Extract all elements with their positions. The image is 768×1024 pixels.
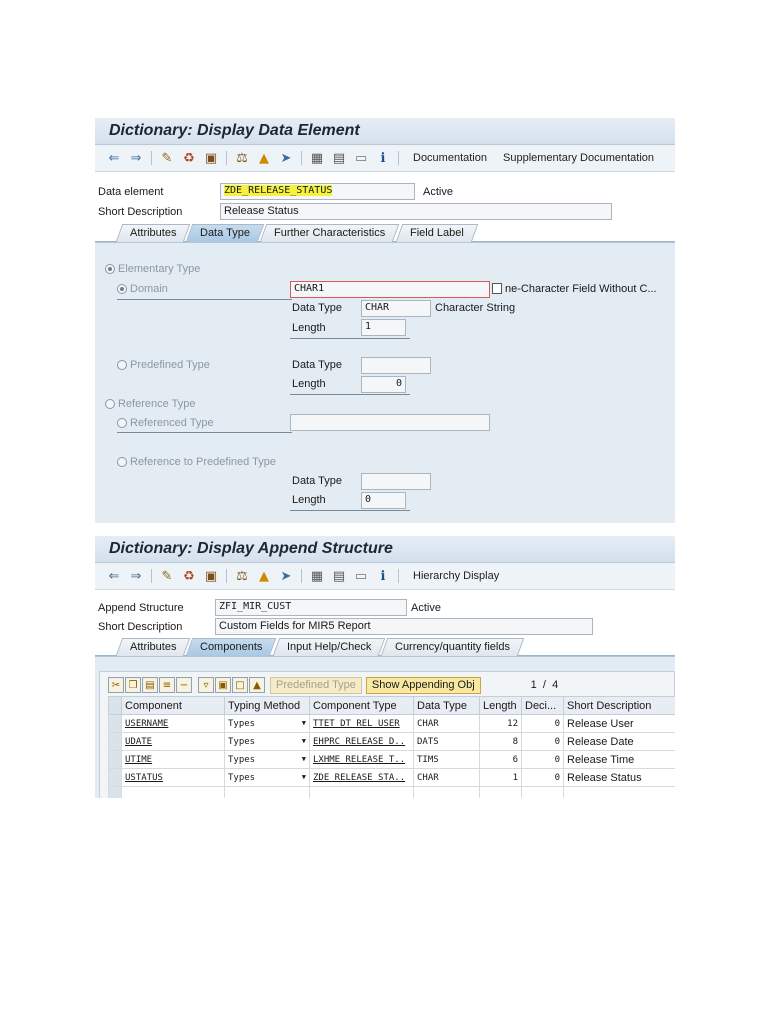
column-header-typing-method[interactable]: Typing Method (225, 697, 310, 715)
display-object-list-icon[interactable]: ▤ (332, 150, 346, 166)
toolbar-separator (301, 151, 302, 165)
tab-strip (95, 224, 675, 242)
where-used-icon[interactable]: ▲ (259, 568, 269, 584)
data-element-panel (95, 118, 675, 523)
decimals-cell: 0 (522, 715, 564, 733)
radio-label: Reference Type (118, 398, 196, 410)
tab-label: Components (200, 641, 263, 653)
component-type-cell[interactable] (310, 733, 414, 751)
check-icon[interactable]: ▣ (204, 568, 218, 584)
radio-dot (117, 418, 127, 428)
toolbar-separator (226, 569, 227, 583)
row-selector[interactable] (109, 733, 122, 751)
where-used-icon[interactable]: ▲ (259, 150, 269, 166)
append-structure-panel (95, 536, 675, 798)
radio-dot (105, 264, 115, 274)
data-element-row (95, 183, 675, 201)
component-type-value: ZDE_RELEASE_STA.. (313, 772, 406, 783)
page-indicator: 1 / 4 (530, 679, 559, 691)
component-name: UDATE (125, 736, 153, 747)
activate-icon[interactable]: ⚖ (236, 568, 248, 584)
column-header-short-description[interactable]: Short Description (564, 697, 676, 715)
deselect-icon[interactable]: □ (232, 677, 248, 693)
data-type-cell: DATS (414, 733, 480, 751)
select-all-icon[interactable]: ▣ (215, 677, 231, 693)
length-cell: 6 (480, 751, 522, 769)
predefined-underline (290, 394, 410, 395)
component-type-value: EHPRC_RELEASE_D.. (313, 736, 406, 747)
toolbar-separator (151, 151, 152, 165)
forward-arrow-icon[interactable]: ⇒ (130, 150, 142, 166)
copy-icon[interactable] (492, 283, 502, 294)
decimals-cell: 0 (522, 769, 564, 787)
filter-icon[interactable]: ▿ (198, 677, 214, 693)
decimals-cell: 0 (522, 751, 564, 769)
navigate-icon[interactable]: ➤ (280, 568, 292, 584)
tab-label: Field Label (409, 227, 464, 239)
column-header-component[interactable]: Component (122, 697, 225, 715)
component-name: USERNAME (125, 718, 169, 729)
component-cell[interactable] (122, 751, 225, 769)
tab-currency-quantity[interactable] (381, 638, 525, 656)
data-type-cell: CHAR (414, 715, 480, 733)
row-selector-header (109, 697, 122, 715)
components-table (108, 696, 675, 798)
data-element-label: Data element (98, 186, 164, 198)
referenced-underline (117, 432, 292, 433)
component-type-value: LXHME_RELEASE_T.. (313, 754, 406, 765)
short-description-row (95, 618, 675, 636)
radio-dot (117, 360, 127, 370)
activate-icon[interactable]: ⚖ (236, 150, 248, 166)
radio-dot (105, 399, 115, 409)
status-text: Active (423, 186, 453, 198)
toolbar-separator (398, 569, 399, 583)
back-arrow-icon[interactable]: ⇐ (108, 568, 120, 584)
navigate-icon[interactable]: ➤ (280, 150, 292, 166)
append-structure-label: Append Structure (98, 602, 184, 614)
tab-label: Currency/quantity fields (395, 641, 511, 653)
column-header-decimals[interactable]: Deci... (522, 697, 564, 715)
predefined-type-radio[interactable] (117, 359, 210, 371)
tab-label: Attributes (130, 641, 177, 653)
short-description-cell: Release Time (564, 751, 676, 769)
reference-type-radio[interactable] (105, 398, 195, 410)
typing-method-cell[interactable] (225, 769, 310, 787)
ref-predefined-underline (290, 510, 410, 511)
supplementary-documentation-button[interactable]: Supplementary Documentation (503, 152, 655, 164)
grid-frame (99, 671, 675, 798)
info-icon[interactable]: ℹ (380, 568, 386, 584)
typing-method-cell[interactable] (225, 715, 310, 733)
predefined-type-button[interactable]: Predefined Type (270, 677, 362, 694)
predefined-data-type-field[interactable] (361, 357, 431, 374)
tab-label: Data Type (200, 227, 251, 239)
append-structure-field[interactable]: ZFI_MIR_CUST (215, 599, 407, 616)
forward-arrow-icon[interactable]: ⇒ (130, 568, 142, 584)
predefined-length-label: Length (292, 378, 326, 390)
ref-length-field[interactable]: 0 (361, 492, 406, 509)
length-cell: 1 (480, 769, 522, 787)
table-row[interactable] (109, 751, 676, 769)
typing-method-value: Types (228, 718, 256, 729)
copy-icon[interactable]: ❐ (125, 677, 141, 693)
tab-input-help-check[interactable] (273, 638, 386, 656)
components-tab-body (95, 656, 675, 798)
row-selector[interactable] (109, 769, 122, 787)
window-icon[interactable]: ▭ (354, 568, 368, 584)
row-selector[interactable] (109, 715, 122, 733)
ref-length-label: Length (292, 494, 326, 506)
column-header-length[interactable]: Length (480, 697, 522, 715)
typing-method-cell[interactable] (225, 751, 310, 769)
column-header-data-type[interactable]: Data Type (414, 697, 480, 715)
domain-radio[interactable] (117, 283, 168, 295)
display-change-icon[interactable]: ✎ (161, 150, 173, 166)
predefined-data-type-label: Data Type (292, 359, 342, 371)
dropdown-arrow-icon[interactable]: ▼ (301, 772, 306, 781)
short-description-label: Short Description (98, 621, 183, 633)
table-row-empty[interactable] (109, 787, 676, 799)
length-cell: 8 (480, 733, 522, 751)
delete-row-icon[interactable]: − (176, 677, 192, 693)
tab-strip (95, 638, 675, 656)
component-cell[interactable] (122, 769, 225, 787)
column-header-component-type[interactable]: Component Type (310, 697, 414, 715)
component-type-cell[interactable] (310, 769, 414, 787)
append-structure-row (95, 599, 675, 617)
toolbar-separator (226, 151, 227, 165)
table-row[interactable] (109, 715, 676, 733)
component-cell[interactable] (122, 733, 225, 751)
radio-label: Reference to Predefined Type (130, 456, 276, 468)
tab-label: Attributes (130, 227, 177, 239)
tab-components[interactable] (186, 638, 277, 656)
dropdown-arrow-icon[interactable]: ▼ (301, 736, 306, 745)
data-element-value: ZDE_RELEASE_STATUS (224, 185, 333, 196)
domain-underline (117, 299, 292, 300)
hierarchy-icon[interactable]: ▦ (310, 150, 324, 166)
tab-attributes[interactable] (116, 638, 191, 656)
row-selector[interactable] (109, 751, 122, 769)
short-description-field[interactable]: Release Status (220, 203, 612, 220)
radio-label: Elementary Type (118, 263, 201, 275)
sort-icon[interactable]: ▲ (249, 677, 265, 693)
short-description-field[interactable]: Custom Fields for MIR5 Report (215, 618, 593, 635)
table-header-row (109, 697, 676, 715)
length-label: Length (292, 322, 326, 334)
radio-label: Domain (130, 283, 168, 295)
ref-data-type-field[interactable] (361, 473, 431, 490)
radio-dot (117, 457, 127, 467)
row-selector[interactable] (109, 787, 122, 799)
typing-method-value: Types (228, 736, 256, 747)
back-arrow-icon[interactable]: ⇐ (108, 150, 120, 166)
page-title: Dictionary: Display Data Element (95, 118, 675, 145)
display-object-list-icon[interactable]: ▤ (332, 568, 346, 584)
info-icon[interactable]: ℹ (380, 150, 386, 166)
radio-label: Referenced Type (130, 417, 214, 429)
tab-label: Further Characteristics (274, 227, 386, 239)
domain-field[interactable]: CHAR1 (290, 281, 490, 298)
tab-label: Input Help/Check (286, 641, 372, 653)
window-icon[interactable]: ▭ (354, 150, 368, 166)
empty-cell[interactable] (480, 787, 522, 799)
typing-method-value: Types (228, 754, 256, 765)
data-type-label: Data Type (292, 302, 342, 314)
show-appending-object-button[interactable]: Show Appending Obj (366, 677, 481, 694)
referenced-type-field[interactable] (290, 414, 490, 431)
toolbar-separator (301, 569, 302, 583)
documentation-button[interactable]: Documentation (413, 152, 487, 164)
data-element-field[interactable] (220, 183, 415, 200)
toolbar-separator (151, 569, 152, 583)
data-type-description: Character String (435, 302, 516, 314)
short-description-cell: Release Date (564, 733, 676, 751)
decimals-cell: 0 (522, 733, 564, 751)
ref-data-type-label: Data Type (292, 475, 342, 487)
table-row[interactable] (109, 769, 676, 787)
radio-dot (117, 284, 127, 294)
hierarchy-icon[interactable]: ▦ (310, 568, 324, 584)
dropdown-arrow-icon[interactable]: ▼ (301, 754, 306, 763)
empty-cell[interactable] (414, 787, 480, 799)
status-text: Active (411, 602, 441, 614)
tab-further-characteristics[interactable] (260, 224, 400, 242)
toolbar-separator (398, 151, 399, 165)
component-type-value: TTET_DT_REL_USER (313, 718, 400, 729)
empty-cell[interactable] (564, 787, 676, 799)
domain-description: ne-Character Field Without C... (505, 283, 657, 295)
insert-row-icon[interactable]: ≡ (159, 677, 175, 693)
component-cell[interactable] (122, 715, 225, 733)
cut-icon[interactable]: ✂ (108, 677, 124, 693)
tab-attributes[interactable] (116, 224, 191, 242)
hierarchy-display-button[interactable]: Hierarchy Display (413, 570, 500, 582)
tab-field-label[interactable] (395, 224, 477, 242)
short-description-cell: Release Status (564, 769, 676, 787)
data-type-tab-body (95, 242, 675, 523)
short-description-row (95, 203, 675, 221)
data-type-cell: TIMS (414, 751, 480, 769)
short-description-cell: Release User (564, 715, 676, 733)
tab-data-type[interactable] (186, 224, 265, 242)
reference-predefined-radio[interactable] (117, 456, 276, 468)
empty-cell[interactable] (225, 787, 310, 799)
component-name: UTIME (125, 754, 153, 765)
table-row[interactable] (109, 733, 676, 751)
length-cell: 12 (480, 715, 522, 733)
elementary-underline (290, 338, 410, 339)
application-toolbar (95, 145, 675, 172)
display-change-icon[interactable]: ✎ (161, 568, 173, 584)
elementary-type-radio[interactable] (105, 263, 200, 275)
typing-method-cell[interactable] (225, 733, 310, 751)
other-object-icon[interactable]: ♻ (183, 150, 195, 166)
component-type-cell[interactable] (310, 751, 414, 769)
empty-cell[interactable] (122, 787, 225, 799)
typing-method-value: Types (228, 772, 256, 783)
component-name: USTATUS (125, 772, 163, 783)
page-title: Dictionary: Display Append Structure (95, 536, 675, 563)
application-toolbar (95, 563, 675, 590)
data-type-field[interactable]: CHAR (361, 300, 431, 317)
check-icon[interactable]: ▣ (204, 150, 218, 166)
empty-cell[interactable] (522, 787, 564, 799)
empty-cell[interactable] (310, 787, 414, 799)
dropdown-arrow-icon[interactable]: ▼ (301, 718, 306, 727)
length-field[interactable]: 1 (361, 319, 406, 336)
referenced-type-radio[interactable] (117, 417, 214, 429)
grid-toolbar (108, 675, 558, 695)
short-description-label: Short Description (98, 206, 183, 218)
paste-icon[interactable]: ▤ (142, 677, 158, 693)
data-type-cell: CHAR (414, 769, 480, 787)
component-type-cell[interactable] (310, 715, 414, 733)
radio-label: Predefined Type (130, 359, 210, 371)
other-object-icon[interactable]: ♻ (183, 568, 195, 584)
predefined-length-field[interactable]: 0 (361, 376, 406, 393)
